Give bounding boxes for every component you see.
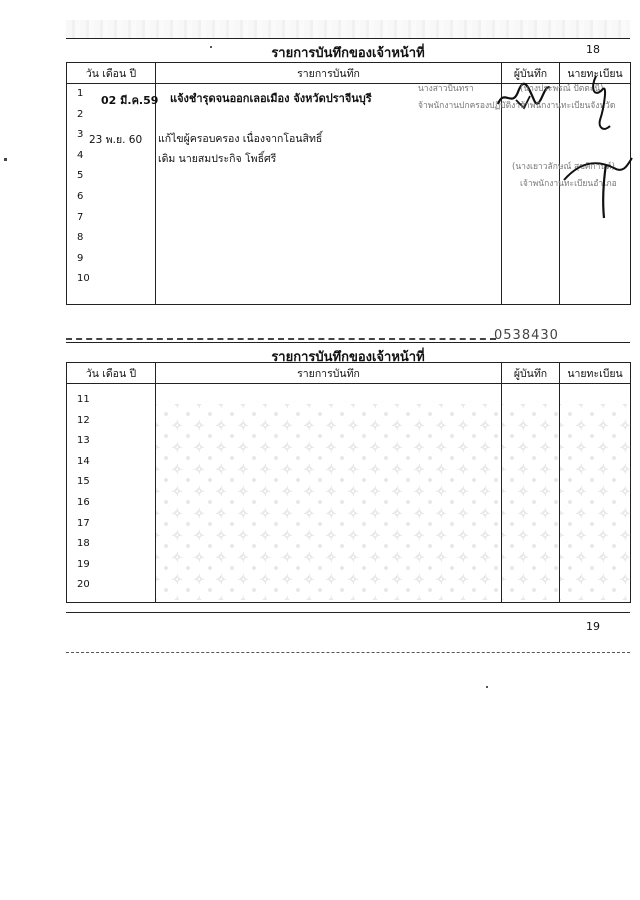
header-row: [67, 363, 631, 384]
page-number: 18: [586, 43, 600, 56]
header-recorder: ผู้บันทึก: [502, 363, 560, 384]
record-table-top: [66, 62, 631, 305]
date-column: [67, 384, 156, 603]
record-page-18: [66, 38, 630, 306]
scan-noise-top: [66, 20, 630, 38]
dash-line: [66, 338, 496, 340]
registrar-column: [560, 384, 631, 603]
date-column: [67, 84, 159, 305]
recorder-stamp-title: จ้าพนักงานปกครองปฏิบัติงาน: [418, 101, 526, 111]
row-numbers: 1 2 3 4 5 6 7 8 9 10: [77, 88, 90, 285]
registrar-stamp-1: (นางประพรณ์ ปัตตะนี): [520, 84, 604, 94]
header-registrar: นายทะเบียน: [560, 363, 631, 384]
header-date: วัน เดือน ปี: [67, 363, 156, 384]
registrar-column: [512, 84, 631, 305]
body-row: [67, 384, 631, 603]
body-row: [67, 84, 631, 305]
entry-date-2: 23 พ.ย. 60: [89, 134, 143, 146]
entry-text-1: แจ้งชำรุดจนออกเลอเมือง จังหวัดปราจีนบุรี: [170, 92, 372, 105]
title-bar-top: [66, 38, 630, 61]
security-pattern: [156, 404, 502, 600]
scan-speck: [210, 46, 212, 48]
recorder-stamp-name: นางสาวบินทรา: [418, 84, 474, 94]
entry-date-1: 02 มี.ค.59: [101, 94, 159, 107]
scan-speck: [4, 158, 7, 161]
security-pattern: [560, 404, 631, 600]
row-numbers: 11 12 13 14 15 16 17 18 19 20: [77, 394, 90, 591]
registrar-stamp-2: จ้าพนักงานทะเบียนจังหวัด: [520, 101, 616, 111]
header-registrar: นายทะเบียน: [560, 63, 631, 84]
security-pattern: [502, 404, 560, 600]
header-entry: รายการบันทึก: [156, 363, 502, 384]
header-date: วัน เดือน ปี: [67, 63, 156, 84]
header-entry: รายการบันทึก: [156, 63, 502, 84]
section-title: รายการบันทึกของเจ้าหน้าที่: [271, 46, 425, 61]
entry-text-3: เดิม นายสมประกิจ โพธิ์ศรี: [158, 153, 277, 165]
page-number: 19: [586, 620, 600, 633]
registrar-stamp-4: เจ้าพนักงานทะเบียนอำเภอ: [520, 179, 617, 189]
scan-speck: [486, 686, 488, 688]
record-table-bottom: [66, 362, 631, 603]
footer-rule: [66, 612, 630, 613]
entry-text-2: แก้ไขผู้ครอบครอง เนื่องจากโอนสิทธิ์: [158, 133, 323, 145]
stray-number: 0538430: [494, 328, 559, 343]
bottom-rule: [66, 652, 630, 653]
record-page-19: [66, 328, 630, 633]
header-recorder: ผู้บันทึก: [502, 63, 560, 84]
recorder-column: [502, 84, 560, 305]
registrar-signature: [554, 68, 634, 228]
recorder-column: [502, 384, 560, 603]
registrar-stamp-3: (นางเยาวลักษณ์ สุขศิกานต์): [512, 162, 615, 172]
entry-column: [156, 384, 502, 603]
entry-column: [156, 84, 526, 305]
section-title: รายการบันทึกของเจ้าหน้าที่: [271, 350, 425, 365]
